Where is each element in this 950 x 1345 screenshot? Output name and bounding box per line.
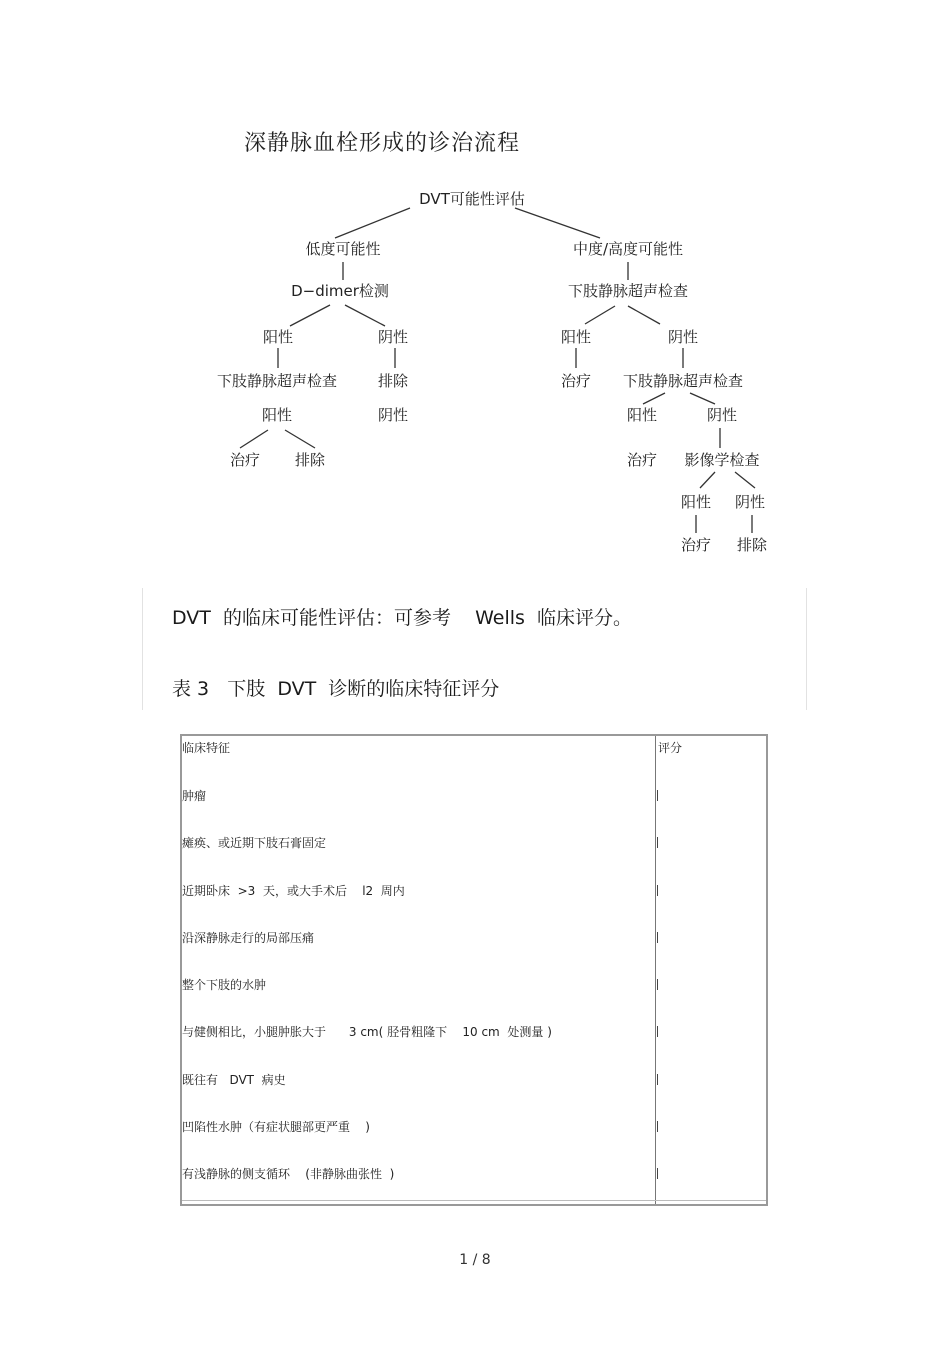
node-l-pos-us: 下肢静脉超声检查 [216,372,338,390]
table-bottom-rule [182,1200,766,1201]
table-row: 肿瘤 [182,789,207,803]
edge-us-rpos [585,306,615,324]
score-mark [657,932,658,943]
node-low: 低度可能性 [305,240,381,258]
edge-lpos-treat [240,430,268,448]
flowchart-nodes [217,190,768,554]
table-caption: 表 3 下肢 DVT 诊断的临床特征评分 [172,678,500,700]
edge-lpos-exclude [285,430,315,448]
node-r-pos: 阳性 [560,328,592,346]
node-img-treat: 治疗 [680,536,712,554]
table-row: 既往有 DVT 病史 [182,1073,286,1087]
frame-left-edge [142,588,143,710]
table-row: 有浅静脉的侧支循环 (非静脉曲张性 ) [182,1167,395,1181]
node-root: DVT可能性评估 [419,190,525,208]
node-l-pos: 阳性 [262,328,294,346]
table-row: 近期卧床 >3 天，或大手术后 l2 周内 [182,884,405,898]
table-row: 整个下肢的水肿 [182,978,267,992]
score-mark [657,837,658,848]
table-row: 沿深静脉走行的局部压痛 [182,931,315,945]
table-row: 与健侧相比，小腿肿胀大于 3 cm( 胫骨粗隆下 10 cm 处测量 ) [182,1025,552,1039]
edge-img-pos [700,472,715,488]
table-header-score: 评分 [658,741,683,755]
score-mark [657,885,658,896]
frame-right-edge [806,588,807,710]
node-img-exclude: 排除 [736,536,768,554]
node-l-exclude: 排除 [294,451,326,469]
edge-root-low [335,208,410,238]
clinical-feature-table [180,734,768,1206]
edge-img-neg [735,472,755,488]
score-mark [657,1026,658,1037]
edge-root-midhigh [515,208,600,238]
node-ddimer: D−dimer检测 [291,282,389,300]
score-mark [657,979,658,990]
node-r-neg-us: 下肢静脉超声检查 [622,372,744,390]
node-l-neg: 阴性 [377,328,409,346]
score-mark [657,1121,658,1132]
table-row: 瘫痪、或近期下肢石膏固定 [182,836,327,850]
node-r-us-treat: 治疗 [626,451,658,469]
edge-ddimer-neg [345,305,385,326]
page-number: 1 / 8 [459,1252,491,1268]
node-l-treat: 治疗 [229,451,261,469]
table-column-divider [655,736,656,1204]
node-r-neg: 阴性 [667,328,699,346]
node-mid-high: 中度/高度可能性 [572,240,684,258]
edge-us-rneg [628,306,660,324]
score-mark [657,1168,658,1179]
diagnosis-flowchart [0,0,950,580]
node-l-neg-exclude: 排除 [377,372,409,390]
wells-reference-paragraph: DVT 的临床可能性评估：可参考 Wells 临床评分。 [172,607,633,629]
table-row: 凹陷性水肿（有症状腿部更严重 ) [182,1120,370,1134]
score-mark [657,1074,658,1085]
edge-rus-neg [690,393,715,404]
edge-ddimer-pos [290,305,330,326]
page-title: 深静脉血栓形成的诊治流程 [244,131,521,156]
node-ultrasound-right: 下肢静脉超声检查 [567,282,689,300]
node-img-neg: 阴性 [734,493,766,511]
node-l-neg-neg: 阴性 [377,406,409,424]
node-r-us-neg: 阴性 [706,406,738,424]
node-img-pos: 阳性 [680,493,712,511]
node-r-treat: 治疗 [560,372,592,390]
score-mark [657,790,658,801]
node-r-us-pos: 阳性 [626,406,658,424]
edge-rus-pos [643,393,665,404]
node-imaging: 影像学检查 [684,451,760,469]
table-header-feature: 临床特征 [182,741,231,755]
node-l-pos-us-pos: 阳性 [261,406,293,424]
